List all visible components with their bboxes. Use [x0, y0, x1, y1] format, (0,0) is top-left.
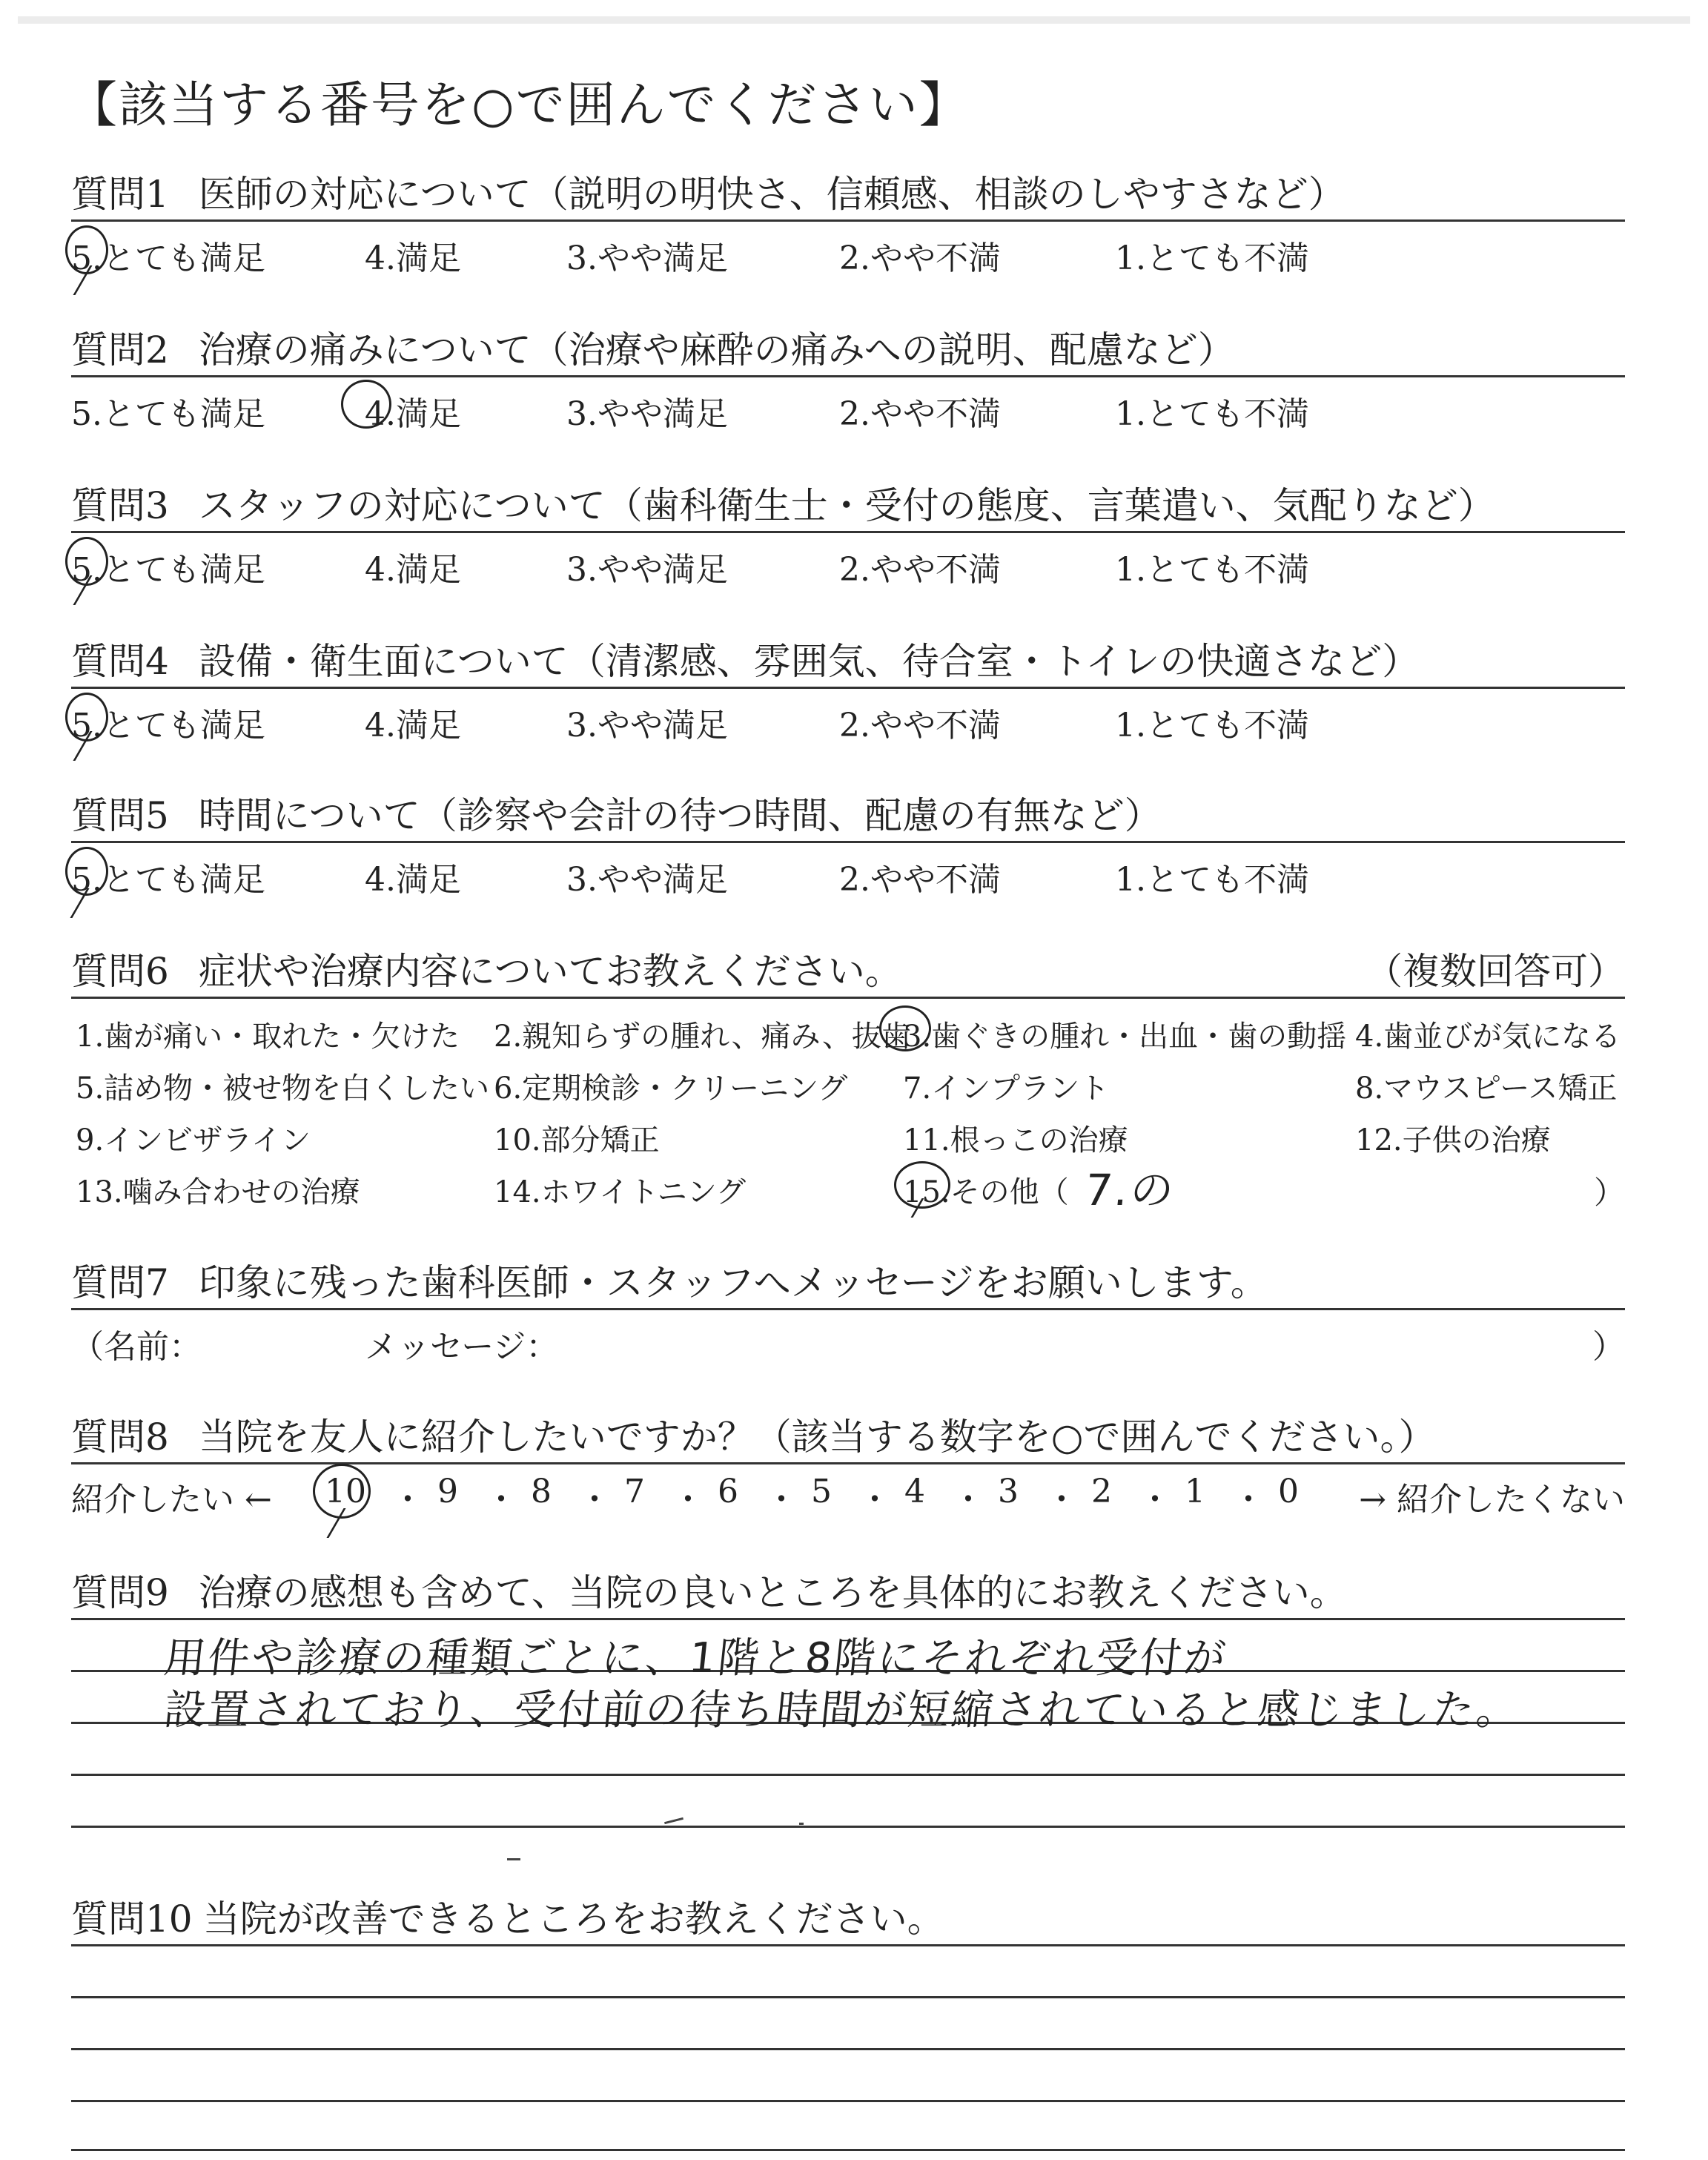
- symptom-option-5[interactable]: 5.詰め物・被せ物を白くしたい: [76, 1071, 490, 1106]
- divider: [71, 219, 1625, 222]
- divider: [71, 841, 1625, 843]
- question-9: [71, 1563, 1625, 1875]
- separator-dot: ・: [1139, 1481, 1171, 1519]
- option-5[interactable]: 5.とても満足: [71, 395, 265, 433]
- symptom-option-8[interactable]: 8.マウスピース矯正: [1355, 1071, 1618, 1106]
- symptom-option-10[interactable]: 10.部分矯正: [494, 1123, 660, 1157]
- separator-dot: ・: [672, 1481, 704, 1519]
- question-8: [71, 1407, 1625, 1563]
- question-text: 治療の感想も含めて、当院の良いところを具体的にお教えください。: [198, 1571, 1347, 1614]
- score-6[interactable]: 6: [718, 1473, 738, 1510]
- question-number: 質問8: [71, 1416, 169, 1459]
- question-3: [71, 476, 1625, 632]
- symptom-option-9[interactable]: 9.インビザライン: [76, 1123, 311, 1157]
- question-2-title: [71, 320, 1235, 374]
- answer-line: [71, 2048, 1625, 2050]
- question-number: 質問6: [71, 950, 169, 993]
- separator-dot: ・: [952, 1481, 984, 1519]
- divider: [71, 1462, 1625, 1464]
- question-text: 症状や治療内容についてお教えください。: [198, 950, 902, 993]
- question-text: 治療の痛みについて（治療や麻酔の痛みへの説明、配慮など）: [198, 328, 1235, 371]
- question-6-title: [71, 942, 902, 995]
- question-3-title: [71, 476, 1495, 529]
- option-1[interactable]: 1.とても不満: [1115, 707, 1309, 744]
- score-4[interactable]: 4: [904, 1473, 925, 1510]
- question-number: 質問3: [71, 484, 169, 527]
- form-header: 【該当する番号を○で囲んでください】: [68, 76, 970, 133]
- question-text: 当院を友人に紹介したいですか？（該当する数字を○で囲んでください。）: [198, 1416, 1436, 1459]
- option-2[interactable]: 2.やや不満: [839, 707, 1001, 744]
- option-1[interactable]: 1.とても不満: [1115, 395, 1309, 433]
- symptom-option-4[interactable]: 4.歯並びが気になる: [1355, 1020, 1621, 1054]
- option-1[interactable]: 1.とても不満: [1115, 551, 1309, 589]
- separator-dot: ・: [765, 1481, 798, 1519]
- option-5[interactable]: 5.とても満足: [71, 861, 265, 899]
- option-3[interactable]: 3.やや満足: [566, 240, 728, 277]
- question-text: 設備・衛生面について（清潔感、雰囲気、待合室・トイレの快適さなど）: [198, 640, 1420, 683]
- separator-dot: ・: [391, 1481, 424, 1519]
- score-1[interactable]: 1: [1185, 1473, 1205, 1510]
- question-6: [71, 942, 1625, 1223]
- symptom-option-15[interactable]: 15.その他（: [903, 1175, 1069, 1209]
- score-9[interactable]: 9: [437, 1473, 458, 1510]
- question-1-title: [71, 165, 1345, 218]
- option-4[interactable]: 4.満足: [365, 707, 461, 744]
- option-4[interactable]: 4.満足: [365, 551, 461, 589]
- option-2[interactable]: 2.やや不満: [839, 395, 1001, 433]
- option-5[interactable]: 5.とても満足: [71, 551, 265, 589]
- other-handwritten: 7.の: [1082, 1165, 1179, 1215]
- divider: [71, 997, 1625, 999]
- selection-circle: [879, 1005, 931, 1051]
- symptom-option-11[interactable]: 11.根っこの治療: [903, 1123, 1128, 1157]
- question-10: [71, 1889, 1625, 2156]
- option-4[interactable]: 4.満足: [365, 240, 461, 277]
- separator-dot: ・: [858, 1481, 891, 1519]
- question-5: [71, 786, 1625, 942]
- separator-dot: ・: [1232, 1481, 1265, 1519]
- name-label: （名前：: [71, 1328, 202, 1366]
- option-3[interactable]: 3.やや満足: [566, 551, 728, 589]
- question-10-title: [71, 1889, 944, 1943]
- answer-line: [71, 1944, 1625, 1946]
- question-number: 質問2: [71, 328, 169, 371]
- question-text: 当院が改善できるところをお教えください。: [202, 1898, 944, 1941]
- score-5[interactable]: 5: [811, 1473, 832, 1510]
- message-close-paren: ）: [1592, 1328, 1625, 1366]
- question-text: 印象に残った歯科医師・スタッフへメッセージをお願いします。: [198, 1261, 1268, 1304]
- option-1[interactable]: 1.とても不満: [1115, 240, 1309, 277]
- question-text: 医師の対応について（説明の明快さ、信頼感、相談のしやすさなど）: [198, 173, 1345, 216]
- question-number: 質問7: [71, 1261, 169, 1304]
- question-8-title: [71, 1407, 1435, 1461]
- message-label: メッセージ：: [365, 1328, 559, 1366]
- option-5[interactable]: 5.とても満足: [71, 707, 265, 744]
- symptom-option-7[interactable]: 7.インプラント: [903, 1071, 1110, 1106]
- question-7-title: [71, 1253, 1268, 1307]
- option-1[interactable]: 1.とても不満: [1115, 861, 1309, 899]
- selection-circle: [341, 380, 391, 429]
- answer-handwritten-line-2: 設置されており、受付前の待ち時間が短縮されていると感じました。: [162, 1686, 1523, 1734]
- answer-line: [71, 1618, 1625, 1620]
- scan-edge: [18, 16, 1690, 24]
- score-10[interactable]: 10: [325, 1473, 366, 1510]
- separator-dot: ・: [485, 1481, 517, 1519]
- symptom-option-6[interactable]: 6.定期検診・クリーニング: [494, 1071, 848, 1106]
- separator-dot: ・: [578, 1481, 611, 1519]
- question-1: [71, 165, 1625, 320]
- question-9-title: [71, 1563, 1347, 1616]
- other-close-paren: ）: [1593, 1175, 1625, 1211]
- separator-dot: ・: [1045, 1481, 1078, 1519]
- score-0[interactable]: 0: [1278, 1473, 1299, 1510]
- symptom-option-1[interactable]: 1.歯が痛い・取れた・欠けた: [76, 1020, 460, 1054]
- question-number: 質問5: [71, 794, 169, 837]
- question-number: 質問1: [71, 173, 169, 216]
- option-5[interactable]: 5.とても満足: [71, 240, 265, 277]
- score-8[interactable]: 8: [531, 1473, 552, 1510]
- answer-line: [71, 2149, 1625, 2151]
- symptom-option-14[interactable]: 14.ホワイトニング: [494, 1175, 747, 1209]
- option-4[interactable]: 4.満足: [365, 395, 461, 433]
- stray-mark: [664, 1817, 683, 1824]
- divider: [71, 687, 1625, 689]
- question-text: スタッフの対応について（歯科衛生士・受付の態度、言葉遣い、気配りなど）: [198, 484, 1495, 527]
- divider: [71, 375, 1625, 377]
- option-2[interactable]: 2.やや不満: [839, 551, 1001, 589]
- question-4-title: [71, 632, 1419, 685]
- question-number: 質問10: [71, 1898, 193, 1941]
- question-7: [71, 1253, 1625, 1409]
- question-number: 質問4: [71, 640, 169, 683]
- question-text: 時間について（診察や会計の待つ時間、配慮の有無など）: [198, 794, 1162, 837]
- score-3[interactable]: 3: [998, 1473, 1019, 1510]
- symptom-option-3[interactable]: 3.歯ぐきの腫れ・出血・歯の動揺: [903, 1020, 1347, 1054]
- question-4: [71, 632, 1625, 787]
- not-recommend-label: → 紹介したくない: [1359, 1481, 1625, 1519]
- divider: [71, 531, 1625, 533]
- score-7[interactable]: 7: [624, 1473, 645, 1510]
- question-number: 質問9: [71, 1571, 169, 1614]
- divider: [71, 1308, 1625, 1310]
- recommend-label: 紹介したい ←: [71, 1481, 272, 1519]
- symptom-option-13[interactable]: 13.噛み合わせの治療: [76, 1175, 360, 1209]
- answer-handwritten-line-1: 用件や診療の種類ごとに、1階と8階にそれぞれ受付が: [162, 1634, 1231, 1682]
- symptom-option-2[interactable]: 2.親知らずの腫れ、痛み、抜歯: [494, 1020, 911, 1054]
- option-2[interactable]: 2.やや不満: [839, 240, 1001, 277]
- option-4[interactable]: 4.満足: [365, 861, 461, 899]
- option-3[interactable]: 3.やや満足: [566, 861, 728, 899]
- answer-line: [71, 2100, 1625, 2102]
- question-5-title: [71, 786, 1162, 839]
- option-2[interactable]: 2.やや不満: [839, 861, 1001, 899]
- answer-line: [71, 1996, 1625, 1998]
- stray-mark: [507, 1858, 520, 1860]
- answer-line: [71, 1774, 1625, 1776]
- question-2: [71, 320, 1625, 476]
- option-3[interactable]: 3.やや満足: [566, 707, 728, 744]
- option-3[interactable]: 3.やや満足: [566, 395, 728, 433]
- symptom-option-12[interactable]: 12.子供の治療: [1355, 1123, 1551, 1157]
- stray-mark: [799, 1823, 804, 1825]
- score-2[interactable]: 2: [1091, 1473, 1112, 1510]
- answer-line: [71, 1826, 1625, 1828]
- multiple-answers-note: （複数回答可）: [1366, 950, 1625, 993]
